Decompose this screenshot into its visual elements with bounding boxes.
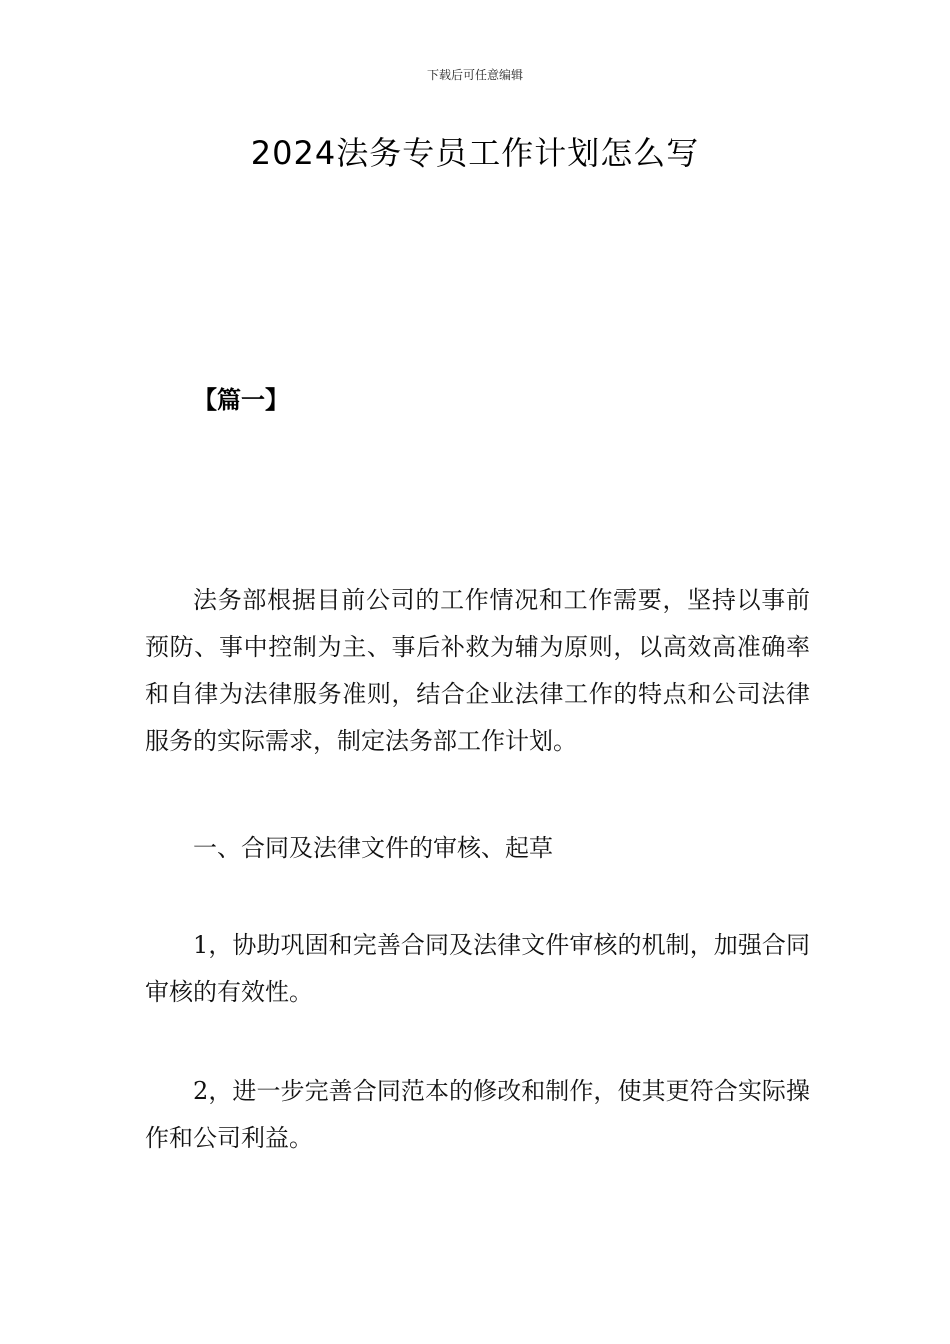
list-item: 2，进一步完善合同范本的修改和制作，使其更符合实际操作和公司利益。 xyxy=(145,1077,810,1152)
header-note: 下载后可任意编辑 xyxy=(426,68,523,82)
section-heading: 一、合同及法律文件的审核、起草 xyxy=(193,834,553,862)
document-title: 2024法务专员工作计划怎么写 xyxy=(250,134,700,172)
body-paragraph: 法务部根据目前公司的工作情况和工作需要，坚持以事前预防、事中控制为主、事后补救为辅为原则，以高效高准确率和自律为法律服务准则，结合企业法律工作的特点和公司法律服务的实际需求，制定法务部工作计划。 xyxy=(145,586,810,755)
list-item: 1，协助巩固和完善合同及法律文件审核的机制，加强合同审核的有效性。 xyxy=(145,931,810,1006)
section-label: 【篇一】 xyxy=(193,385,289,414)
